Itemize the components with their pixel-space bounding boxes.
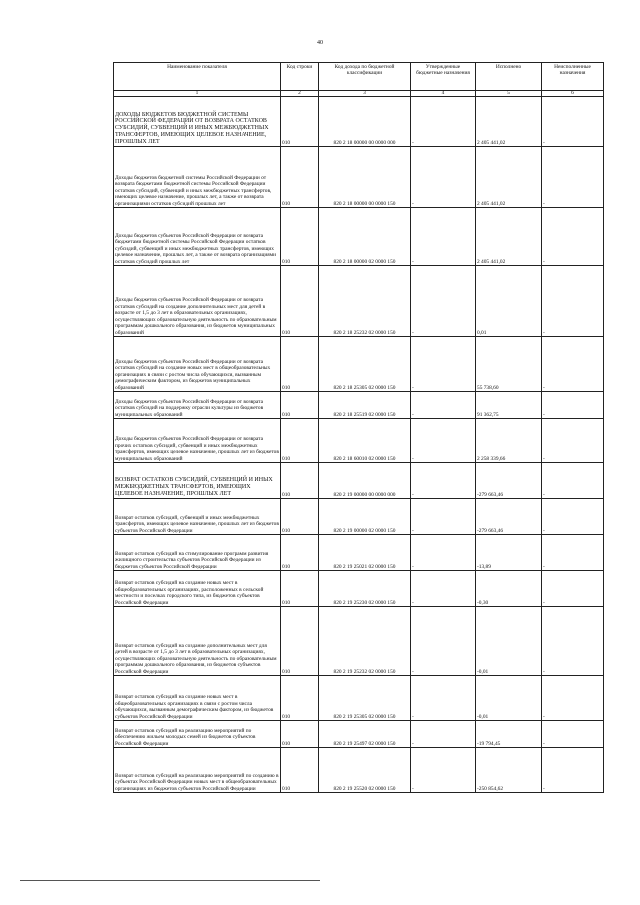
column-number: 6: [542, 91, 604, 97]
row-line-code: 010: [281, 721, 319, 748]
row-line-code: 010: [281, 392, 319, 419]
row-executed: -0,01: [476, 676, 542, 721]
row-unexecuted: -: [542, 748, 604, 793]
row-income-code: 820 2 19 25232 02 0000 150: [319, 607, 411, 676]
row-approved: -: [411, 208, 476, 266]
row-approved: -: [411, 463, 476, 499]
header-executed: Исполнено: [476, 63, 542, 91]
row-approved: -: [411, 97, 476, 147]
row-name: Доходы бюджетов субъектов Российской Федерации от возврата остатков субсидий на поддержку отрасли культуры из бюджетов муниципальных образований: [114, 392, 281, 419]
row-name: Доходы бюджетов субъектов Российской Федерации от возврата остатков субсидий на создание дополнительных мест для детей в возрасте от 1,5 до 3 лет в образовательных организациях, осуществляющих образовательную деятельность по образовательным программам дошкольного образования, из бюджетов муниципальных образований: [114, 266, 281, 337]
row-name: Возврат остатков субсидий на реализацию мероприятий по обеспечению жильем молодых семей из бюджетов субъектов Российской Федерации: [114, 721, 281, 748]
row-executed: 0,01: [476, 266, 542, 337]
row-unexecuted: -: [542, 147, 604, 208]
row-name: Возврат остатков субсидий на стимулирование программ развития жилищного строительства субъектов Российской Федерации из бюджетов субъектов Российской Федерации: [114, 535, 281, 571]
table-row: [114, 266, 604, 337]
report-body: [114, 97, 604, 793]
row-income-code: 820 2 19 25497 02 0000 150: [319, 721, 411, 748]
table-row: [114, 419, 604, 463]
row-line-code: 010: [281, 463, 319, 499]
table-row: [114, 721, 604, 748]
row-name: Доходы бюджетов субъектов Российской Федерации от возврата остатков субсидий на создание новых мест в общеобразовательных организациях в связи с ростом числа обучающихся, вызванным демографическим фактором, из бюджетов муниципальных образований: [114, 337, 281, 392]
row-approved: -: [411, 607, 476, 676]
header-income-code: Код дохода по бюджетной классификации: [319, 63, 411, 91]
row-income-code: 820 2 19 25520 02 0000 150: [319, 748, 411, 793]
row-line-code: 010: [281, 499, 319, 535]
row-line-code: 010: [281, 266, 319, 337]
row-unexecuted: -: [542, 208, 604, 266]
row-income-code: 820 2 19 25305 02 0000 150: [319, 676, 411, 721]
row-line-code: 010: [281, 419, 319, 463]
row-approved: -: [411, 419, 476, 463]
row-name: Доходы бюджетов бюджетной системы Российской Федерации от возврата бюджетами бюджетной системы Российской Федерации остатков субсидий, субвенций и иных межбюджетных трансфертов, имеющих целевое назначение, прошлых лет, а также от возврата организациями остатков субсидий прошлых лет: [114, 147, 281, 208]
row-line-code: 010: [281, 208, 319, 266]
table-row: [114, 337, 604, 392]
row-approved: -: [411, 337, 476, 392]
column-number: 4: [411, 91, 476, 97]
row-unexecuted: -: [542, 499, 604, 535]
row-approved: -: [411, 571, 476, 607]
header-approved: Утвержденные бюджетные назначения: [411, 63, 476, 91]
row-line-code: 010: [281, 147, 319, 208]
table-row: [114, 463, 604, 499]
row-line-code: 010: [281, 607, 319, 676]
table-row: [114, 607, 604, 676]
row-executed: 91 362,75: [476, 392, 542, 419]
row-approved: -: [411, 721, 476, 748]
row-approved: -: [411, 147, 476, 208]
row-unexecuted: -: [542, 392, 604, 419]
row-name: ДОХОДЫ БЮДЖЕТОВ БЮДЖЕТНОЙ СИСТЕМЫ РОССИЙСКОЙ ФЕДЕРАЦИИ ОТ ВОЗВРАТА ОСТАТКОВ СУБСИДИЙ, СУБВЕНЦИЙ И ИНЫХ МЕЖБЮДЖЕТНЫХ ТРАНСФЕРТОВ, ИМЕЮЩИХ ЦЕЛЕВОЕ НАЗНАЧЕНИЕ, ПРОШЛЫХ ЛЕТ: [114, 97, 281, 147]
table-row: [114, 208, 604, 266]
column-number: 2: [281, 91, 319, 97]
table-row: [114, 147, 604, 208]
row-name: Возврат остатков субсидий на создание новых мест в общеобразовательных организациях в связи с ростом числа обучающихся, вызванным демографическим фактором, из бюджетов субъектов Российской Федерации: [114, 676, 281, 721]
row-executed: -279 663,46: [476, 463, 542, 499]
header-name: Наименование показателя: [114, 63, 281, 91]
row-unexecuted: -: [542, 97, 604, 147]
row-executed: -0,01: [476, 607, 542, 676]
row-income-code: 820 2 18 25232 02 0000 150: [319, 266, 411, 337]
row-unexecuted: -: [542, 419, 604, 463]
row-executed: -19 794,45: [476, 721, 542, 748]
row-name: ВОЗВРАТ ОСТАТКОВ СУБСИДИЙ, СУБВЕНЦИЙ И ИНЫХ МЕЖБЮДЖЕТНЫХ ТРАНСФЕРТОВ, ИМЕЮЩИХ ЦЕЛЕВОЕ НАЗНАЧЕНИЕ, ПРОШЛЫХ ЛЕТ: [114, 463, 281, 499]
row-unexecuted: -: [542, 337, 604, 392]
table-row: [114, 571, 604, 607]
row-executed: -279 663,46: [476, 499, 542, 535]
row-income-code: 820 2 19 00000 00 0000 000: [319, 463, 411, 499]
column-number: 3: [319, 91, 411, 97]
row-name: Возврат остатков субсидий на реализацию мероприятий по созданию в субъектах Российской Федерации новых мест в общеобразовательных организациях из бюджетов субъектов Российской Федерации: [114, 748, 281, 793]
row-line-code: 010: [281, 97, 319, 147]
row-income-code: 820 2 18 00000 00 0000 000: [319, 97, 411, 147]
row-unexecuted: -: [542, 607, 604, 676]
row-name: Возврат остатков субсидий на создание новых мест в общеобразовательных организациях, расположенных в сельской местности и поселках городского типа, из бюджетов субъектов Российской Федерации: [114, 571, 281, 607]
row-executed: -250 854,62: [476, 748, 542, 793]
table-row: [114, 535, 604, 571]
row-line-code: 010: [281, 571, 319, 607]
row-executed: 2 405 441,02: [476, 97, 542, 147]
row-unexecuted: -: [542, 535, 604, 571]
row-income-code: 820 2 18 00000 00 0000 150: [319, 147, 411, 208]
header-line-code: Код строки: [281, 63, 319, 91]
row-approved: -: [411, 392, 476, 419]
row-name: Возврат остатков субсидий, субвенций и иных межбюджетных трансфертов, имеющих целевое назначение, прошлых лет из бюджетов субъектов Российской Федерации: [114, 499, 281, 535]
table-row: [114, 392, 604, 419]
row-approved: -: [411, 535, 476, 571]
table-row: [114, 97, 604, 147]
row-approved: -: [411, 499, 476, 535]
row-unexecuted: -: [542, 721, 604, 748]
header-unexecuted: Неисполненные назначения: [542, 63, 604, 91]
row-income-code: 820 2 18 00000 02 0000 150: [319, 208, 411, 266]
row-name: Доходы бюджетов субъектов Российской Федерации от возврата прочих остатков субсидий, субвенций и иных межбюджетных трансфертов, имеющих целевое назначение, прошлых лет из бюджетов муниципальных образований: [114, 419, 281, 463]
row-line-code: 010: [281, 535, 319, 571]
row-income-code: 820 2 18 60010 02 0000 150: [319, 419, 411, 463]
row-line-code: 010: [281, 337, 319, 392]
row-unexecuted: -: [542, 266, 604, 337]
row-income-code: 820 2 19 25021 02 0000 150: [319, 535, 411, 571]
row-line-code: 010: [281, 676, 319, 721]
row-approved: -: [411, 266, 476, 337]
row-name: Доходы бюджетов субъектов Российской Федерации от возврата бюджетами бюджетной системы Российской Федерации остатков субсидий, субвенций и иных межбюджетных трансфертов, имеющих целевое назначение, прошлых лет, а также от возврата организациями остатков субсидий прошлых лет: [114, 208, 281, 266]
row-approved: -: [411, 676, 476, 721]
table-row: [114, 499, 604, 535]
row-executed: 2 405 441,02: [476, 208, 542, 266]
row-unexecuted: -: [542, 571, 604, 607]
row-executed: 2 405 441,02: [476, 147, 542, 208]
row-income-code: 820 2 19 00000 02 0000 150: [319, 499, 411, 535]
column-number: 5: [476, 91, 542, 97]
report-table: [113, 62, 604, 793]
table-row: [114, 676, 604, 721]
row-executed: 55 738,60: [476, 337, 542, 392]
row-executed: 2 258 339,66: [476, 419, 542, 463]
row-unexecuted: -: [542, 676, 604, 721]
row-approved: -: [411, 748, 476, 793]
column-number: 1: [114, 91, 281, 97]
footer-divider: [20, 880, 320, 881]
row-income-code: 820 2 19 25230 02 0000 150: [319, 571, 411, 607]
page-number: 40: [317, 40, 323, 46]
row-line-code: 010: [281, 748, 319, 793]
row-executed: -0,30: [476, 571, 542, 607]
row-executed: -13,89: [476, 535, 542, 571]
header-row: [114, 63, 604, 91]
row-income-code: 820 2 18 25305 02 0000 150: [319, 337, 411, 392]
table-row: [114, 748, 604, 793]
row-unexecuted: -: [542, 463, 604, 499]
row-name: Возврат остатков субсидий на создание дополнительных мест для детей в возрасте от 1,5 до 3 лет в образовательных организациях, осуществляющих образовательную деятельность по образовательным программам дошкольного образования, из бюджетов субъектов Российской Федерации: [114, 607, 281, 676]
row-income-code: 820 2 18 25519 02 0000 150: [319, 392, 411, 419]
